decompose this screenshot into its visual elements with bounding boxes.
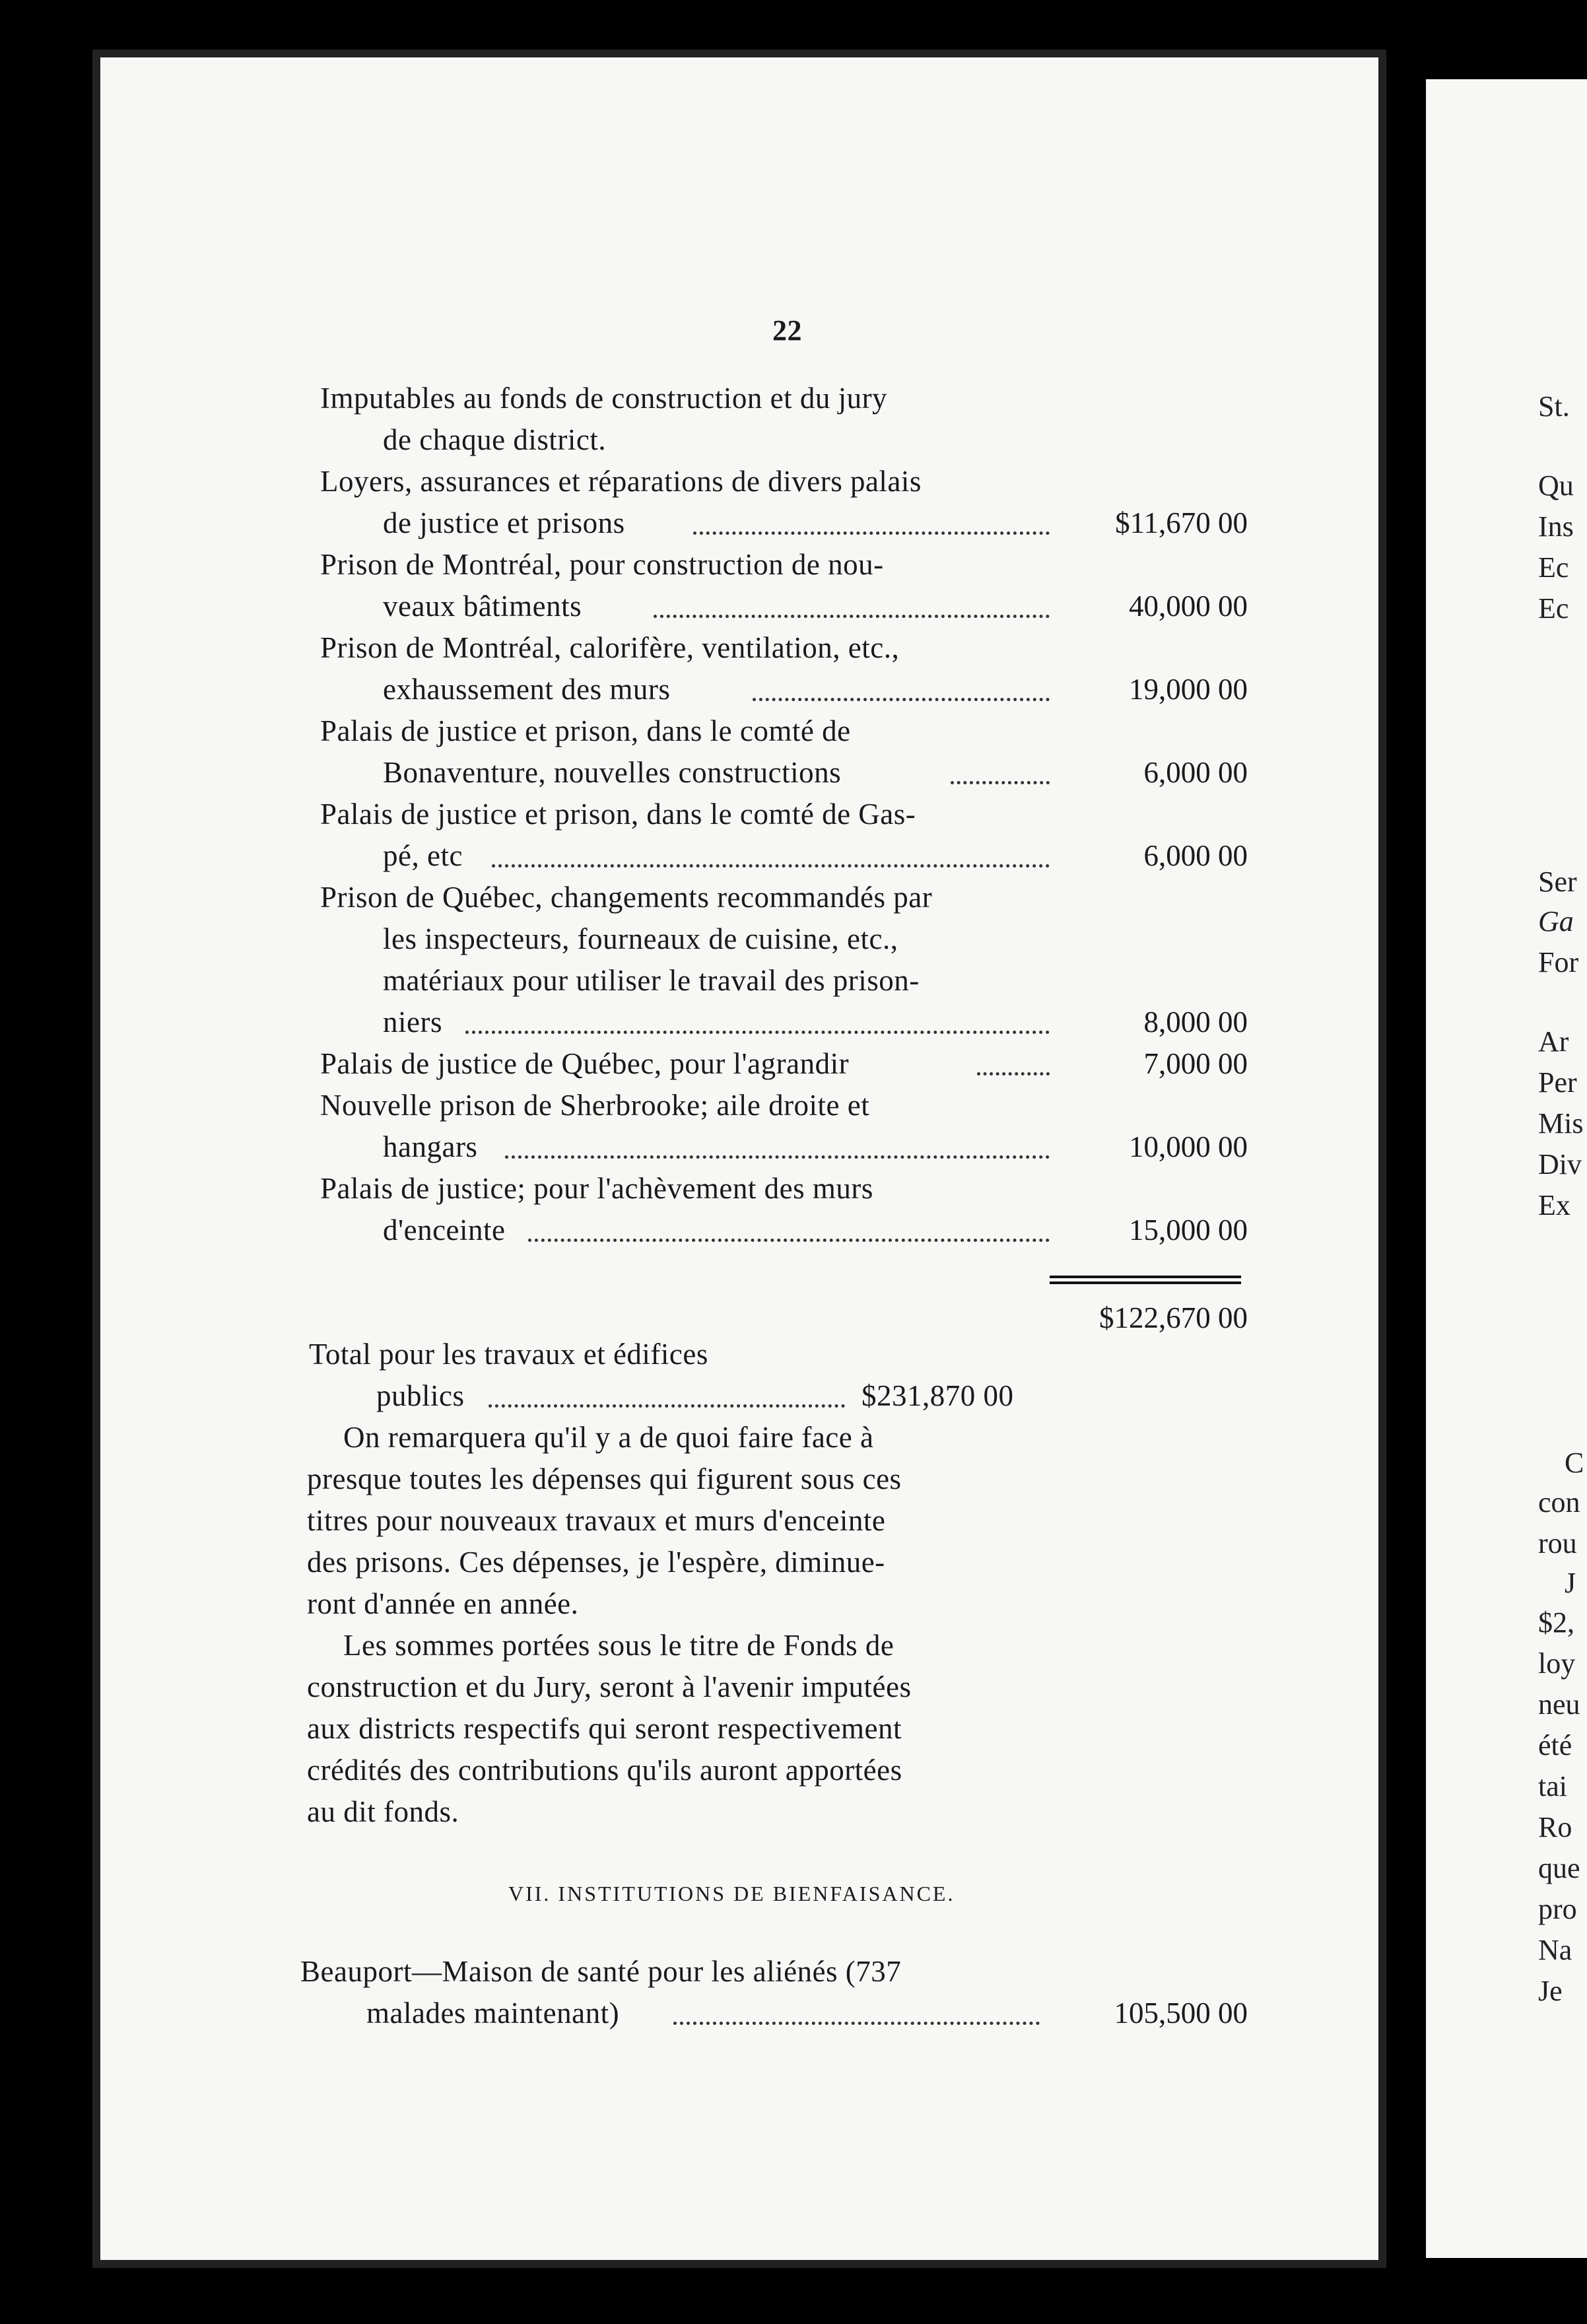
item-amount: 10,000 00 <box>1129 1130 1248 1163</box>
imputable-heading-line: de chaque district. <box>383 423 607 456</box>
paragraph-line: Les sommes portées sous le titre de Fonds de <box>343 1629 895 1662</box>
dot-leader <box>693 531 1050 535</box>
facing-page-fragment: Div <box>1538 1148 1582 1180</box>
item-line: Bonaventure, nouvelles constructions <box>383 756 842 789</box>
facing-page-fragment: Qu <box>1538 469 1574 502</box>
facing-page-fragment: St. <box>1538 390 1570 423</box>
facing-page-fragment: Ar <box>1538 1025 1569 1058</box>
facing-page-fragment: Ro <box>1538 1811 1572 1843</box>
beauport-line: Beauport—Maison de santé pour les aliénés (737 <box>300 1955 902 1988</box>
paragraph-line: au dit fonds. <box>307 1795 459 1828</box>
facing-page-fragment: rou <box>1538 1527 1577 1559</box>
dot-leader <box>528 1239 1050 1242</box>
facing-page-fragment: loy <box>1538 1647 1576 1680</box>
dot-leader <box>951 781 1050 784</box>
item-line: hangars <box>383 1130 478 1163</box>
facing-page-fragment: Ec <box>1538 551 1569 584</box>
item-line: Loyers, assurances et réparations de divers palais <box>320 465 922 498</box>
item-line: de justice et prisons <box>383 506 625 539</box>
item-line: les inspecteurs, fourneaux de cuisine, etc., <box>383 922 898 955</box>
section-heading: VII. INSTITUTIONS DE BIENFAISANCE. <box>508 1882 955 1905</box>
facing-page-fragment: Ec <box>1538 592 1569 625</box>
paragraph-line: aux districts respectifs qui seront respectivement <box>307 1712 902 1745</box>
item-line: d'enceinte <box>383 1213 506 1247</box>
facing-page-fragment: neu <box>1538 1688 1580 1721</box>
item-line: Prison de Montréal, pour construction de nou- <box>320 548 884 581</box>
paragraph-line: titres pour nouveaux travaux et murs d'enceinte <box>307 1504 886 1537</box>
facing-page-fragment: con <box>1538 1486 1580 1519</box>
item-line: Palais de justice et prison, dans le comté de Gas- <box>320 798 916 831</box>
paragraph-line: On remarquera qu'il y a de quoi faire face à <box>343 1421 874 1454</box>
dot-leader <box>654 615 1050 618</box>
item-line: Prison de Québec, changements recommandés par <box>320 881 933 914</box>
paragraph-line: ront d'année en année. <box>307 1587 579 1620</box>
facing-page-fragment: Ins <box>1538 510 1574 543</box>
imputable-heading-line: Imputables au fonds de construction et du jury <box>320 382 888 415</box>
facing-page-fragment: pro <box>1538 1893 1577 1925</box>
subtotal-amount: $122,670 00 <box>1099 1301 1248 1334</box>
dot-leader <box>753 698 1050 701</box>
beauport-line: malades maintenant) <box>366 1997 620 2030</box>
item-line: Palais de justice de Québec, pour l'agrandir <box>320 1047 850 1080</box>
subtotal-rule <box>1050 1276 1241 1278</box>
item-line: Palais de justice; pour l'achèvement des murs <box>320 1172 873 1205</box>
item-line: Prison de Montréal, calorifère, ventilation, etc., <box>320 631 900 664</box>
dot-leader <box>505 1155 1050 1159</box>
item-line: Palais de justice et prison, dans le comté de <box>320 714 851 747</box>
item-line: pé, etc <box>383 839 463 872</box>
item-line: veaux bâtiments <box>383 590 582 623</box>
facing-page-fragment: Per <box>1538 1066 1577 1099</box>
paragraph-line: construction et du Jury, seront à l'avenir imputées <box>307 1670 912 1703</box>
facing-page-fragment: $2, <box>1538 1606 1574 1639</box>
facing-page-fragment: Mis <box>1538 1107 1584 1140</box>
dot-leader <box>492 864 1050 868</box>
facing-page-fragment: Na <box>1538 1934 1572 1966</box>
paragraph-line: des prisons. Ces dépenses, je l'espère, diminue- <box>307 1546 885 1579</box>
facing-page-fragment: que <box>1538 1852 1580 1884</box>
total-amount: $231,870 00 <box>861 1379 1014 1412</box>
item-amount: 6,000 00 <box>1143 756 1248 789</box>
dot-leader <box>489 1404 845 1408</box>
paragraph-line: crédités des contributions qu'ils auront apportées <box>307 1754 902 1787</box>
page-number: 22 <box>772 314 802 347</box>
facing-page-fragment: été <box>1538 1729 1572 1761</box>
total-line: publics <box>376 1379 465 1412</box>
facing-page-fragment: J <box>1565 1567 1576 1599</box>
facing-page <box>1426 79 1587 2258</box>
item-amount: 40,000 00 <box>1129 590 1248 623</box>
dot-leader <box>673 2022 1040 2025</box>
facing-page-fragment: For <box>1538 946 1579 978</box>
item-amount: 8,000 00 <box>1143 1006 1248 1039</box>
item-line: Nouvelle prison de Sherbrooke; aile droite et <box>320 1089 870 1122</box>
facing-page-fragment: Ga <box>1538 905 1574 938</box>
item-amount: 19,000 00 <box>1129 673 1248 706</box>
beauport-amount: 105,500 00 <box>1114 1997 1248 2030</box>
dot-leader <box>465 1031 1050 1034</box>
subtotal-rule <box>1050 1282 1241 1284</box>
facing-page-fragment: tai <box>1538 1770 1567 1802</box>
facing-page-fragment: Ex <box>1538 1189 1570 1221</box>
item-line: niers <box>383 1006 442 1039</box>
item-amount: 15,000 00 <box>1129 1213 1248 1247</box>
item-amount: 7,000 00 <box>1143 1047 1248 1080</box>
paragraph-line: presque toutes les dépenses qui figurent sous ces <box>307 1462 902 1495</box>
facing-page-fragment: C <box>1565 1447 1584 1479</box>
item-line: matériaux pour utiliser le travail des prison- <box>383 964 920 997</box>
total-line: Total pour les travaux et édifices <box>309 1338 708 1371</box>
item-line: exhaussement des murs <box>383 673 671 706</box>
item-amount: $11,670 00 <box>1115 506 1248 539</box>
facing-page-fragment: Ser <box>1538 866 1577 898</box>
item-amount: 6,000 00 <box>1143 839 1248 872</box>
facing-page-fragment: Je <box>1538 1975 1563 2007</box>
